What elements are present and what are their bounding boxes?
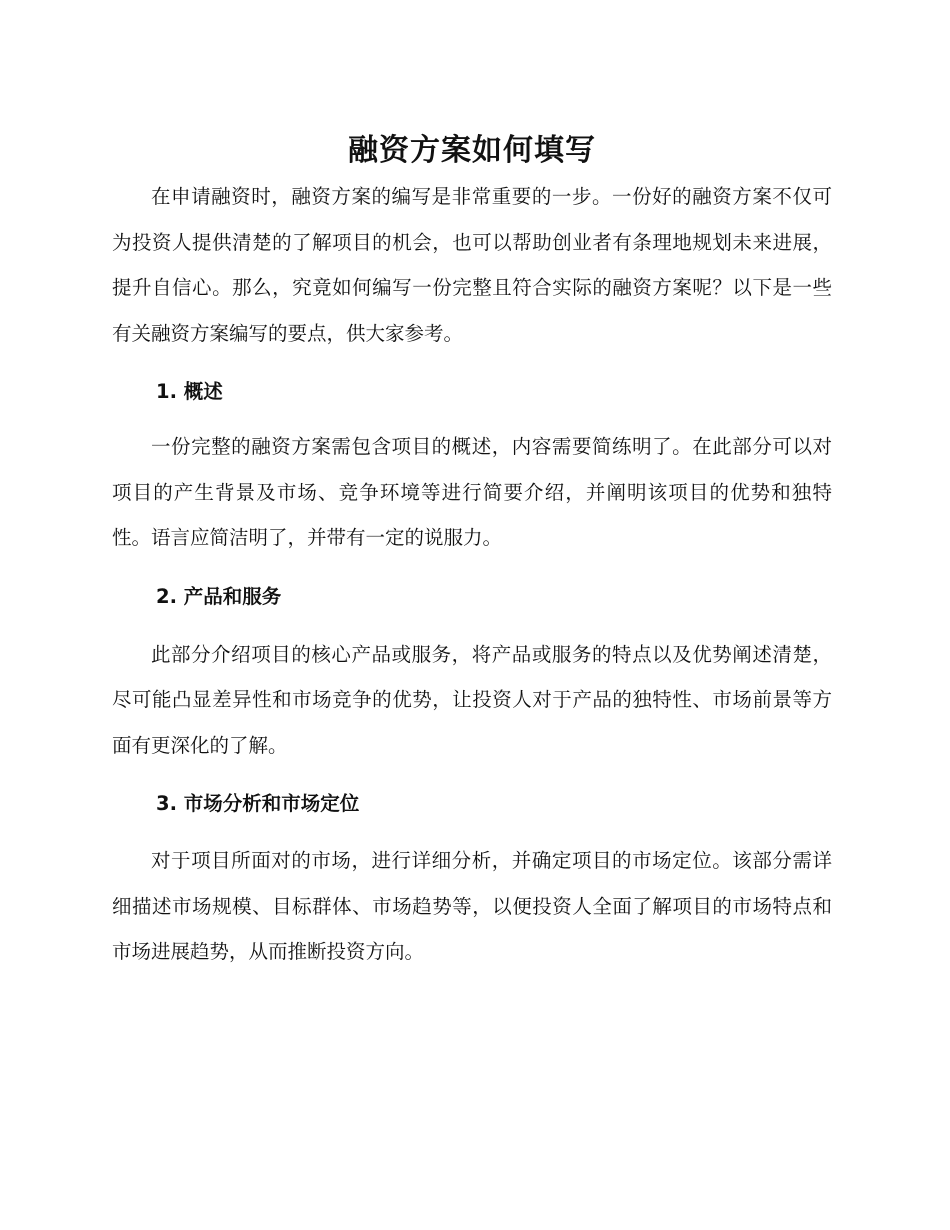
section-heading-overview: 1. 概述 bbox=[156, 380, 223, 403]
document-title: 融资方案如何填写 bbox=[348, 133, 596, 168]
section-body-overview: 一份完整的融资方案需包含项目的概述，内容需要简练明了。在此部分可以对项目的产生背景及市场、竞争环境等进行简要介绍，并阐明该项目的优势和独特性。语言应简洁明了，并带有一定的说服力。 bbox=[112, 435, 832, 549]
section-heading-products-services: 2. 产品和服务 bbox=[156, 584, 282, 608]
section-body-market-analysis: 对于项目所面对的市场，进行详细分析，并确定项目的市场定位。该部分需详细描述市场规模、目标群体、市场趋势等，以便投资人全面了解项目的市场特点和市场进展趋势，从而推断投资方向。 bbox=[112, 849, 832, 963]
document-body bbox=[112, 128, 832, 975]
intro-paragraph: 在申请融资时，融资方案的编写是非常重要的一步。一份好的融资方案不仅可为投资人提供清楚的了解项目的机会，也可以帮助创业者有条理地规划未来进展，提升自信心。那么，究竟如何编写一份完整且符合实际的融资方案呢？以下是一些有关融资方案编写的要点，供大家参考。 bbox=[112, 185, 832, 345]
section-heading-market-analysis: 3. 市场分析和市场定位 bbox=[156, 792, 360, 815]
section-body-products-services: 此部分介绍项目的核心产品或服务，将产品或服务的特点以及优势阐述清楚，尽可能凸显差异性和市场竞争的优势，让投资人对于产品的独特性、市场前景等方面有更深化的了解。 bbox=[112, 642, 832, 757]
